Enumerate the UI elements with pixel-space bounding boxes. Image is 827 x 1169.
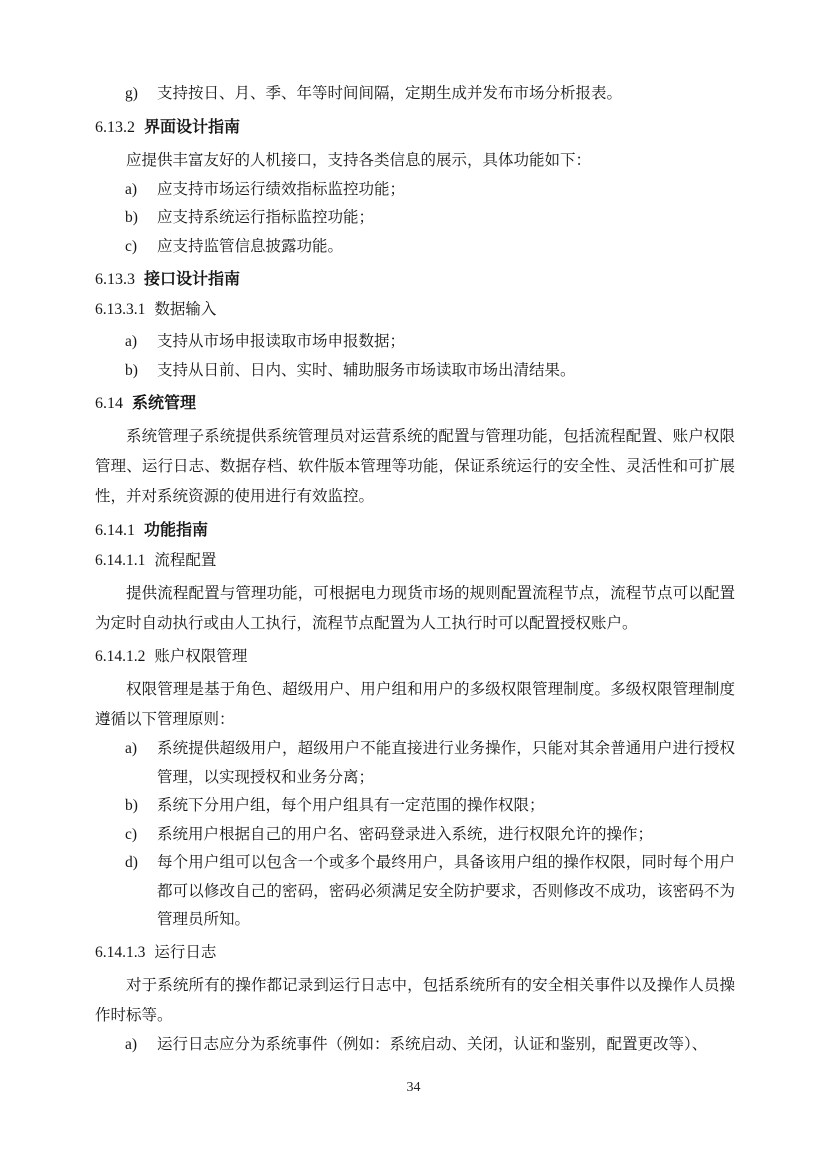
document-content bbox=[95, 80, 735, 1059]
list-marker: a) bbox=[125, 1035, 138, 1053]
list-item bbox=[95, 792, 735, 821]
subsection-heading bbox=[95, 298, 735, 321]
page-number: 34 bbox=[406, 1080, 421, 1095]
subsection-number: 6.13.3.1 bbox=[95, 301, 146, 318]
paragraph: 对于系统所有的操作都记录到运行日志中，包括系统所有的安全相关事件以及操作人员操作时标等。 bbox=[95, 976, 735, 1024]
list-item bbox=[95, 1031, 735, 1060]
list-item-text: 支持从市场申报读取市场申报数据； bbox=[157, 333, 406, 350]
list-marker: a) bbox=[125, 180, 138, 198]
list-item-text: 每个用户组可以包含一个或多个最终用户，具备该用户组的操作权限，同时每个用户都可以修改自己的密码，密码必须满足安全防护要求，否则修改不成功，该密码不为管理员所知。 bbox=[157, 854, 735, 928]
subsection-title: 运行日志 bbox=[154, 943, 217, 961]
list-marker: a) bbox=[125, 333, 138, 350]
list-marker: b) bbox=[125, 209, 138, 226]
subsection-number: 6.14.1.2 bbox=[95, 648, 146, 665]
section-title: 功能指南 bbox=[144, 522, 209, 539]
subsection-title: 流程配置 bbox=[154, 552, 217, 569]
list-marker: c) bbox=[125, 825, 138, 843]
section-title: 系统管理 bbox=[132, 395, 197, 412]
paragraph: 系统管理子系统提供系统管理员对运营系统的配置与管理功能，包括流程配置、账户权限管理、运行日志、数据存档、软件版本管理等功能，保证系统运行的安全性、灵活性和可扩展性，并对系统资源的使用进行有效监控。 bbox=[95, 428, 735, 505]
list-item bbox=[95, 233, 735, 262]
list-item bbox=[95, 328, 735, 357]
subsection-title: 账户权限管理 bbox=[154, 648, 248, 665]
list-item-text: 应支持监管信息披露功能。 bbox=[157, 237, 344, 255]
section-heading bbox=[95, 392, 735, 415]
list-marker: a) bbox=[125, 740, 138, 757]
section-title: 界面设计指南 bbox=[144, 118, 241, 136]
subsection-title: 数据输入 bbox=[154, 301, 217, 318]
section-number: 6.13.3 bbox=[95, 271, 135, 288]
list-item bbox=[95, 80, 735, 109]
list-item-text: 支持按日、月、季、年等时间间隔，定期生成并发布市场分析报表。 bbox=[157, 85, 623, 102]
section-title: 接口设计指南 bbox=[144, 271, 241, 288]
list-item-text: 系统用户根据自己的用户名、密码登录进入系统，进行权限允许的操作； bbox=[157, 825, 654, 843]
section-heading bbox=[95, 116, 735, 139]
section-number: 6.14.1 bbox=[95, 522, 135, 539]
list-item-text: 支持从日前、日内、实时、辅助服务市场读取市场出清结果。 bbox=[157, 361, 576, 379]
section-number: 6.13.2 bbox=[95, 118, 135, 136]
list-item-text: 应支持市场运行绩效指标监控功能； bbox=[157, 180, 406, 198]
subsection-number: 6.14.1.3 bbox=[95, 943, 146, 961]
list-item-text: 运行日志应分为系统事件（例如：系统启动、关闭，认证和鉴别，配置更改等）、 bbox=[157, 1035, 708, 1053]
paragraph: 提供流程配置与管理功能，可根据电力现货市场的规则配置流程节点，流程节点可以配置为定时自动执行或由人工执行，流程节点配置为人工执行时可以配置授权账户。 bbox=[95, 585, 735, 632]
list-marker: b) bbox=[125, 361, 138, 379]
section-number: 6.14 bbox=[95, 395, 123, 412]
subsection-heading bbox=[95, 549, 735, 572]
list-item bbox=[95, 735, 735, 792]
list-item bbox=[95, 849, 735, 935]
list-item bbox=[95, 357, 735, 386]
section-heading bbox=[95, 519, 735, 542]
section-heading bbox=[95, 268, 735, 291]
list-marker: c) bbox=[125, 237, 138, 255]
list-item bbox=[95, 176, 735, 205]
list-item bbox=[95, 204, 735, 233]
list-item-text: 系统下分用户组，每个用户组具有一定范围的操作权限； bbox=[157, 797, 545, 814]
paragraph: 权限管理是基于角色、超级用户、用户组和用户的多级权限管理制度。多级权限管理制度遵循以下管理原则： bbox=[95, 681, 735, 728]
subsection-heading bbox=[95, 941, 735, 964]
subsection-number: 6.14.1.1 bbox=[95, 552, 146, 569]
list-marker: b) bbox=[125, 797, 138, 814]
list-item bbox=[95, 821, 735, 850]
list-item-text: 应支持系统运行指标监控功能； bbox=[157, 209, 375, 226]
paragraph: 应提供丰富友好的人机接口，支持各类信息的展示，具体功能如下： bbox=[126, 151, 592, 169]
subsection-heading bbox=[95, 645, 735, 668]
list-item-text: 系统提供超级用户，超级用户不能直接进行业务操作，只能对其余普通用户进行授权管理，以实现授权和业务分离； bbox=[157, 740, 735, 786]
list-marker: g) bbox=[125, 85, 138, 102]
list-marker: d) bbox=[125, 854, 138, 871]
